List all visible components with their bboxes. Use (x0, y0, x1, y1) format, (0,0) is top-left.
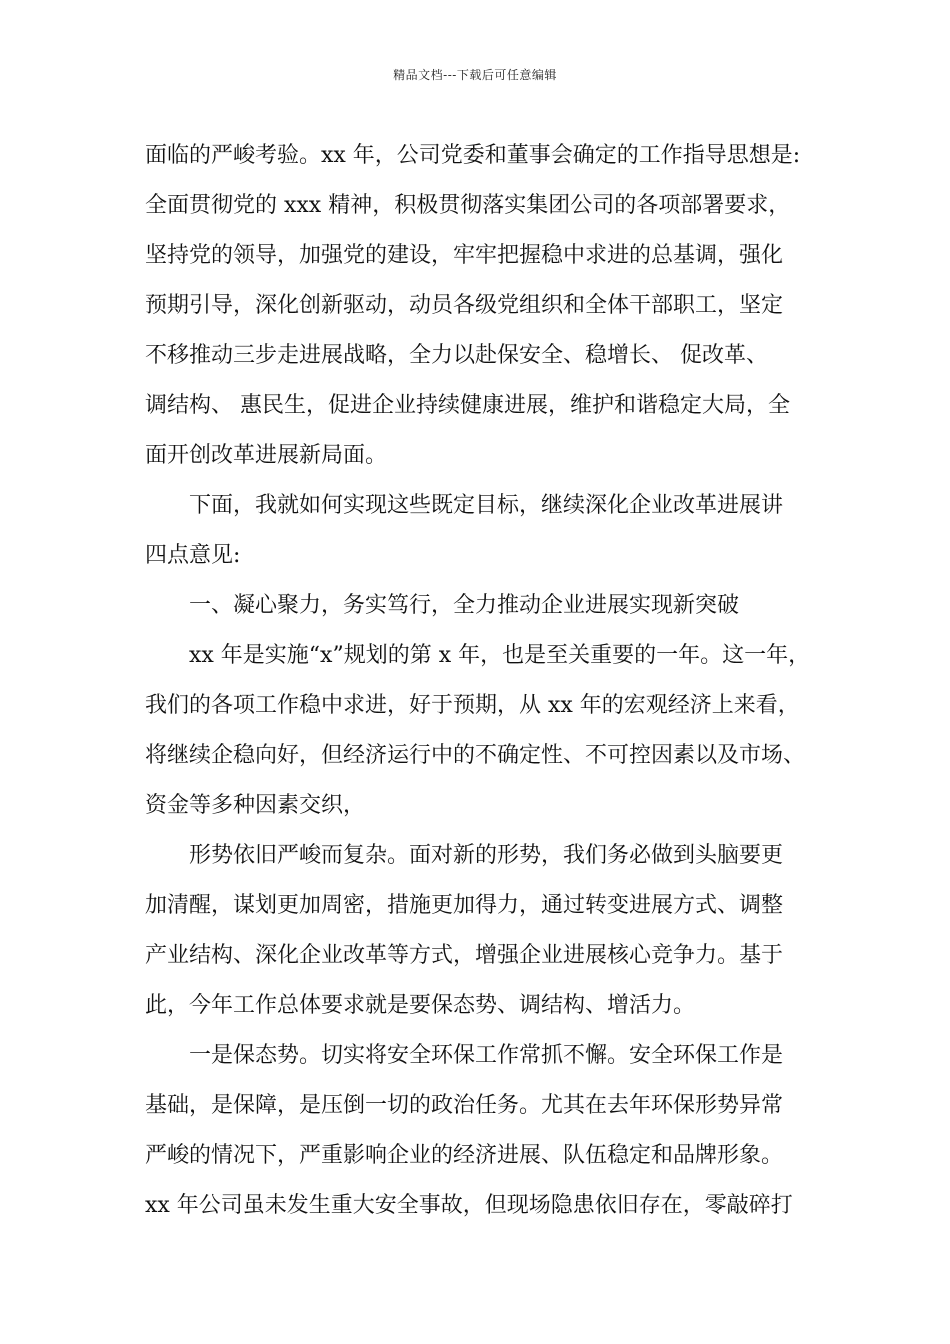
text-line: 面临的严峻考验。xx 年，公司党委和董事会确定的工作指导思想是: (145, 143, 801, 168)
document-body (145, 131, 813, 1231)
text-line: 坚持党的领导，加强党的建设，牢牢把握稳中求进的总基调，强化 (145, 243, 784, 268)
text-line: 基础，是保障，是压倒一切的政治任务。尤其在去年环保形势异常 (145, 1093, 784, 1118)
text-line: 面开创改革进展新局面。 (145, 443, 388, 468)
text-line: xx 年公司虽未发生重大安全事故，但现场隐患依旧存在，零敲碎打 (145, 1193, 793, 1218)
text-line: xx 年是实施“x”规划的第 x 年，也是至关重要的一年。这一年， (189, 643, 811, 668)
page-header: 精品文档---下载后可任意编辑 (393, 68, 557, 82)
text-line: 将继续企稳向好，但经济运行中的不确定性、不可控因素以及市场、 (145, 743, 806, 768)
section-heading: 一、凝心聚力，务实笃行，全力推动企业进展实现新突破 (189, 593, 740, 618)
text-line: 加清醒，谋划更加周密，措施更加得力，通过转变进展方式、调整 (145, 893, 784, 918)
text-line: 形势依旧严峻而复杂。面对新的形势，我们务必做到头脑要更 (189, 843, 784, 868)
text-line: 我们的各项工作稳中求进，好于预期，从 xx 年的宏观经济上来看， (145, 693, 800, 718)
text-line: 资金等多种因素交织， (145, 793, 366, 818)
text-line: 产业结构、深化企业改革等方式，增强企业进展核心竞争力。基于 (145, 943, 784, 968)
text-line: 全面贯彻党的 xxx 精神，积极贯彻落实集团公司的各项部署要求， (145, 193, 791, 218)
text-line: 下面，我就如何实现这些既定目标，继续深化企业改革进展讲 (189, 493, 784, 518)
text-line: 一是保态势。切实将安全环保工作常抓不懈。安全环保工作是 (189, 1043, 784, 1068)
text-line: 严峻的情况下，严重影响企业的经济进展、队伍稳定和品牌形象。 (145, 1143, 784, 1168)
text-line: 调结构、 惠民生，促进企业持续健康进展，维护和谐稳定大局，全 (145, 393, 790, 418)
text-line: 预期引导，深化创新驱动，动员各级党组织和全体干部职工，坚定 (145, 293, 784, 318)
text-line: 此，今年工作总体要求就是要保态势、调结构、增活力。 (145, 993, 696, 1018)
text-line: 四点意见: (145, 543, 241, 568)
text-line: 不移推动三步走进展战略，全力以赴保安全、稳增长、 促改革、 (145, 343, 768, 368)
